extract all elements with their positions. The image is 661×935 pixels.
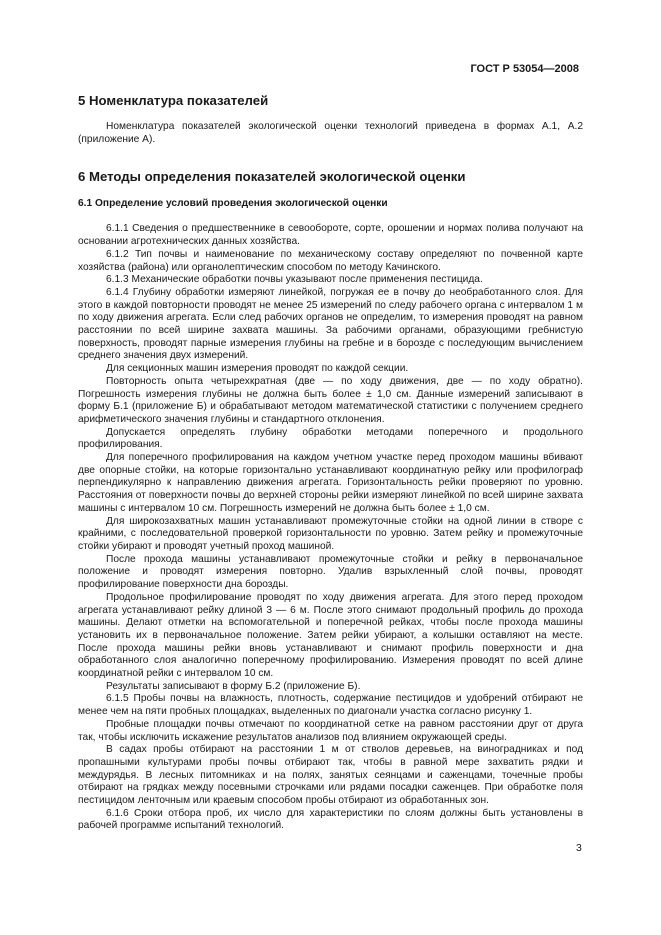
paragraph: После прохода машины устанавливают промежуточные стойки и рейку в первоначальное положение и проводят измерения повторно. Удалив взрыхленный слой почвы, проводят профилирование поверхности дна борозды. xyxy=(78,553,583,591)
section-6-title: 6 Методы определения показателей экологической оценки xyxy=(78,169,466,185)
paragraph: 6.1.4 Глубину обработки измеряют линейкой, погружая ее в почву до необработанного слоя. Для этого в каждой повторности проводят не менее 25 измерений по следу рабочего органа с интервалом 1 м по ходу движения агрегата. Если след рабочих органов не определим, то измерения проводят на равном расстоянии по всей ширине захвата машины. За рабочими органами, образующими гребнистую поверхность, проводят парные измерения глубины на гребне и в борозде с последующим вычислением среднего значения двух измерений. xyxy=(78,286,583,362)
paragraph: Для секционных машин измерения проводят по каждой секции. xyxy=(106,363,409,375)
paragraph: Для поперечного профилирования на каждом учетном участке перед проходом машины вбивают две опорные стойки, на которые горизонтально устанавливают координатную рейку или профилограф перпендикулярно к направлению движения агрегата. Горизонтальность рейки проверяют по уровню. Расстояния от поверхности почвы до верхней стороны рейки измеряют линейкой по всей ширине захвата машины с интервалом 10 см. Погрешность измерений не должна быть более ± 1,0 см. xyxy=(78,452,583,514)
section-6-1-title: 6.1 Определение условий проведения экологической оценки xyxy=(78,198,388,210)
section-5-title: 5 Номенклатура показателей xyxy=(78,93,269,108)
paragraph: Допускается определять глубину обработки методами поперечного и продольного профилирования. xyxy=(78,426,583,451)
paragraph: Пробные площадки почвы отмечают по координатной сетке на равном расстоянии друг от друга так, чтобы исключить искажение результатов анализов под влиянием окружающей среды. xyxy=(78,718,583,743)
document-code: ГОСТ Р 53054—2008 xyxy=(470,63,579,75)
paragraph: 6.1.6 Сроки отбора проб, их число для характеристики по слоям должны быть установлены в рабочей программе испытаний технологий. xyxy=(78,807,583,832)
paragraph: 6.1.1 Сведения о предшественнике в севообороте, сорте, орошении и нормах полива получают на основании агротехнических данных хозяйства. xyxy=(78,223,583,248)
paragraph: Для широкозахватных машин устанавливают промежуточные стойки на одной линии в створе с крайними, с последовательной проверкой горизонтальности по уровню. Затем рейку и промежуточные стойки убирают и проводят учетный проход машиной. xyxy=(78,515,583,552)
section-5-text: Номенклатура показателей экологической оценки технологий приведена в формах А.1, А.2 (приложение А). xyxy=(78,121,583,145)
paragraph: 6.1.2 Тип почвы и наименование по механическому составу определяют по почвенной карте хозяйства (района) или органолептическим способом по методу Качинского. xyxy=(78,248,583,273)
page-number: 3 xyxy=(576,842,582,854)
paragraph: Результаты записывают в форму Б.2 (приложение Б). xyxy=(106,680,361,692)
paragraph: 6.1.5 Пробы почвы на влажность, плотность, содержание пестицидов и удобрений отбирают не менее чем на пяти пробных площадках, выделенных по диагонали участка согласно рисунку 1. xyxy=(78,693,583,718)
paragraph: В садах пробы отбирают на расстоянии 1 м от стволов деревьев, на виноградниках и под пропашными культурами пробы почвы отбирают так, чтобы в равной мере захватить рядки и междурядья. В лесных питомниках и на полях, занятых сеянцами и саженцами, точечные пробы отбирают на грядках между посевными строчками или рядами посадки саженцев. При обработке поля пестицидом ленточным или краевым способом пробы отбирают из обработанных зон. xyxy=(78,744,583,807)
paragraph: 6.1.3 Механические обработки почвы указывают после применения пестицида. xyxy=(106,274,483,286)
paragraph: Повторность опыта четырехкратная (две — по ходу движения, две — по ходу обратно). Погрешность измерения глубины не должна быть более ± 1,0 см. Данные измерений записывают в форму Б.1 (приложение Б) и обрабатывают методом математической статистики с получением среднего арифметического значения глубины и стандартного отклонения. xyxy=(78,375,583,425)
page-content xyxy=(78,88,583,833)
paragraph: Продольное профилирование проводят по ходу движения агрегата. Для этого перед проходом агрегата устанавливают рейку длиной 3 — 6 м. После этого снимают продольный профиль до прохода машины. Делают отметки на вспомогательной и поперечной рейках, чтобы после прохода машины установить их в первоначальное положение. Затем рейки убирают, а колышки оставляют на месте. После прохода машины рейки вновь устанавливают и снимают профиль поверхности и дна обработанного слоя аналогично поперечному профилированию. Измерения проводят по всей длине координатной рейки с интервалом 10 см. xyxy=(78,591,583,680)
